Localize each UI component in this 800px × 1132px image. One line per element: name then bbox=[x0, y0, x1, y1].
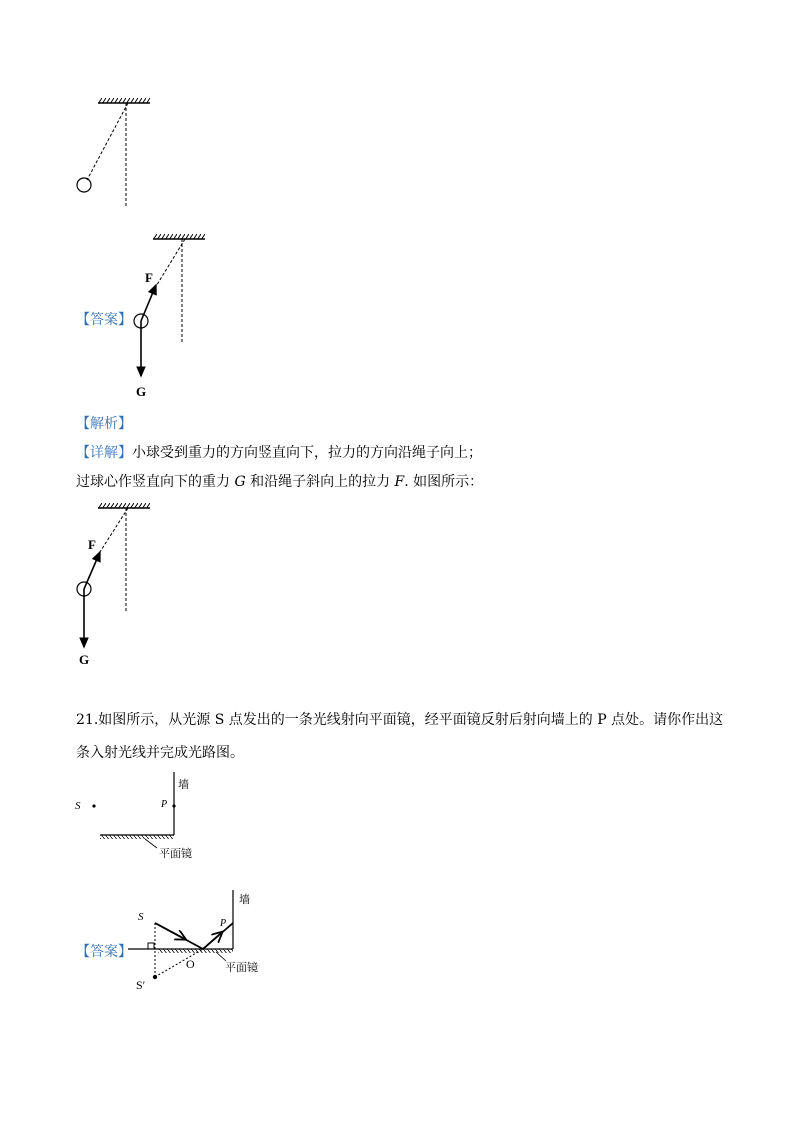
analysis-tag: 【解析】 bbox=[76, 416, 132, 432]
pull-force-label-2: F bbox=[88, 537, 96, 552]
ball bbox=[77, 178, 91, 192]
q21-line-1: 21.如图所示，从光源 S 点发出的一条光线射向平面镜，经平面镜反射后射向墙上的 P 点处。请你作出这 bbox=[76, 712, 724, 728]
svg-text:S: S bbox=[138, 911, 144, 923]
answer-force-diagram bbox=[125, 228, 215, 403]
svg-text:P: P bbox=[220, 918, 227, 929]
svg-text:平面镜: 平面镜 bbox=[225, 962, 258, 974]
rope bbox=[87, 103, 128, 180]
incidence-label: O bbox=[186, 957, 195, 971]
right-angle-mark bbox=[148, 943, 154, 949]
image-dashed-line bbox=[155, 949, 203, 977]
image-point bbox=[153, 975, 157, 979]
gravity-label-2: G bbox=[79, 652, 90, 667]
q20-answer-tag: 【答案】 bbox=[76, 312, 132, 328]
mirror-question-figure bbox=[75, 772, 235, 867]
light-source bbox=[92, 804, 95, 807]
wall-label: 墙 bbox=[178, 779, 189, 791]
mirror-answer-figure bbox=[128, 885, 278, 995]
detail-line-2: 过球心作竖直向下的重力 G 和沿绳子斜向上的拉力 F. 如图所示： bbox=[76, 474, 484, 490]
mirror-label: 平面镜 bbox=[159, 848, 192, 860]
point-p bbox=[172, 804, 175, 807]
svg-text:墙: 墙 bbox=[239, 894, 250, 906]
pull-force-label: F bbox=[145, 270, 153, 285]
point-label: P bbox=[161, 799, 168, 810]
source-label: S bbox=[75, 800, 81, 812]
detail-line-1: 【详解】小球受到重力的方向竖直向下，拉力的方向沿绳子向上； bbox=[76, 445, 482, 461]
detail-force-diagram bbox=[70, 497, 160, 672]
q21-line-2: 条入射光线并完成光路图。 bbox=[76, 745, 244, 761]
pendulum-figure bbox=[70, 92, 160, 212]
detail-tag: 【详解】 bbox=[76, 445, 132, 461]
image-label: S′ bbox=[136, 978, 146, 992]
q21-answer-tag: 【答案】 bbox=[76, 944, 132, 960]
pull-force-arrow bbox=[141, 285, 156, 321]
gravity-label: G bbox=[136, 384, 147, 399]
